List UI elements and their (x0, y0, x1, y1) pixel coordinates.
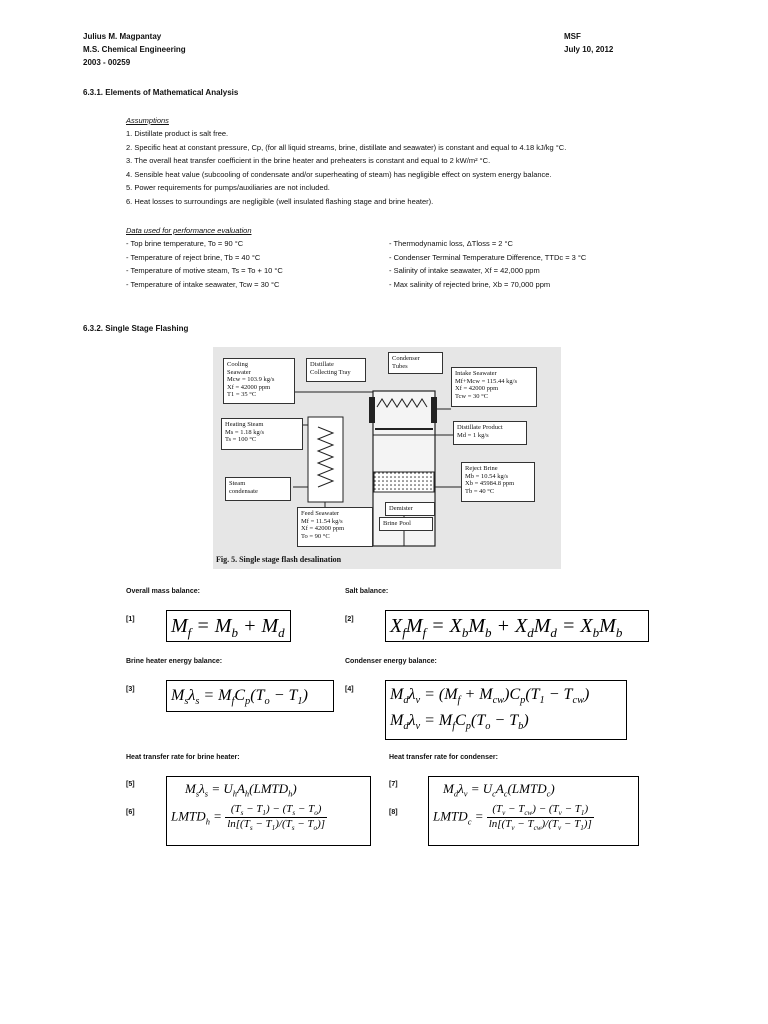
equation-3: $M_s\lambda_s = M_fC_p(T_o - T_1)$ (166, 680, 334, 712)
box-line: To = 90 °C (301, 532, 330, 540)
assumption-item: 1. Distillate product is salt free. (126, 129, 229, 138)
ht-brine-label: Heat transfer rate for brine heater: (126, 754, 240, 761)
assumption-item: 3. The overall heat transfer coefficient in the brine heater and preheaters is constant and equal to 2 kW/m² °C. (126, 156, 491, 166)
equation-2: $X_fM_f = X_bM_b + X_dM_d = X_bM_b$ (385, 610, 649, 642)
author-program: M.S. Chemical Engineering (83, 45, 186, 54)
box-line: Demister (389, 505, 413, 512)
box-line: Seawater (227, 368, 251, 376)
doc-meta (564, 30, 613, 56)
steam-condensate-box (225, 477, 291, 501)
data-item: - Temperature of reject brine, Tb = 40 °C (126, 252, 261, 262)
box-line: condensate (229, 487, 258, 495)
condenser-tubes-box (388, 352, 443, 374)
doc-code: MSF (564, 32, 581, 41)
section-title-1: 6.3.1. Elements of Mathematical Analysis (83, 88, 239, 97)
flash-desalination-diagram (213, 347, 561, 569)
data-item: - Thermodynamic loss, ΔTloss = 2 °C (389, 239, 513, 248)
box-line: T1 = 35 °C (227, 391, 257, 398)
eq-number: [5] (126, 781, 135, 788)
data-item: - Max salinity of rejected brine, Xb = 70,000 ppm (389, 279, 551, 289)
data-item: - Condenser Terminal Temperature Difference, TTDc = 3 °C (389, 252, 587, 262)
data-item: - Temperature of intake seawater, Tcw = 30 °C (126, 279, 280, 289)
assumptions-list (126, 127, 566, 209)
assumption-item: 4. Sensible heat value (subcooling of condensate and/or superheating of steam) has negligible effect on system energy balance. (126, 169, 552, 179)
equation-4: $M_d\lambda_v = (M_f + M_{cw})C_p(T_1 - T_{cw})$ $M_d\lambda_v = M_fC_p(T_o - T_b)$ (385, 680, 627, 740)
author-id: 2003 - 00259 (83, 58, 131, 67)
box-line: Distillate Product (457, 424, 503, 431)
eq-number: [8] (389, 809, 398, 816)
box-line: Md = 1 kg/s (457, 431, 489, 439)
box-line: Reject Brine (465, 465, 498, 472)
box-line: Steam (229, 480, 246, 487)
author-name: Julius M. Magpantay (83, 32, 162, 41)
eq-number: [7] (389, 781, 398, 788)
box-line: Intake Seawater (455, 370, 497, 377)
salt-balance-label: Salt balance: (345, 588, 389, 595)
box-line: Feed Seawater (301, 510, 340, 517)
equation-7-8: $M_d\lambda_v$ = $U_cA_c(LMTD_c)$ $LMTD_c$ = $\frac{(T_v - T_{cw}) - (T_v - T_1)}{\ln[(T_v - T_{cw})/(T_v - T_1)]}$ (428, 776, 639, 846)
eq-number: [2] (345, 616, 354, 623)
box-line: Xf = 42000 ppm (301, 525, 345, 532)
eq-number: [3] (126, 686, 135, 693)
distillate-product-box (453, 421, 527, 445)
box-line: Tcw = 30 °C (455, 392, 489, 400)
box-line: Mf+Mcw = 115.44 kg/s (455, 377, 517, 385)
box-line: Condenser (392, 355, 420, 362)
box-line: Xf = 42000 ppm (455, 385, 499, 392)
section-title-2: 6.3.2. Single Stage Flashing (83, 324, 189, 333)
demister-box (385, 502, 435, 516)
box-line: Mf = 11.54 kg/s (301, 517, 343, 525)
data-left-list (126, 237, 283, 291)
box-line: Collecting Tray (310, 368, 351, 376)
heating-steam-box (221, 418, 303, 450)
condenser-label: Condenser energy balance: (345, 658, 437, 665)
assumption-item: 6. Heat losses to surroundings are negligible (well insulated flashing stage and brine heater). (126, 196, 434, 206)
data-item: - Salinity of intake seawater, Xf = 42,000 ppm (389, 266, 540, 276)
box-line: Xf = 42000 ppm (227, 383, 271, 391)
box-line: Xb = 45984.8 ppm (465, 480, 515, 487)
box-line: Ms = 1.18 kg/s (225, 428, 265, 436)
assumptions-heading: Assumptions (126, 116, 169, 125)
box-line: Mcw = 103.9 kg/s (227, 376, 275, 383)
box-line: Tb = 40 °C (465, 487, 495, 495)
data-right-list (389, 237, 586, 291)
author-block (83, 30, 186, 69)
feed-seawater-box (297, 507, 373, 547)
overall-mass-label: Overall mass balance: (126, 588, 200, 595)
brine-heater-label: Brine heater energy balance: (126, 658, 223, 665)
assumption-item: 5. Power requirements for pumps/auxiliaries are not included. (126, 183, 330, 193)
equation-5-6: $M_s\lambda_s$ = $U_hA_h(LMTD_h)$ $LMTD_h$ = $\frac{(T_s - T_1) - (T_s - T_o)}{\ln[(T_s - T_1)/(T_s - T_o)]}$ (166, 776, 371, 846)
data-heading: Data used for performance evaluation (126, 226, 252, 235)
doc-date: July 10, 2012 (564, 45, 614, 54)
box-line: Cooling (227, 361, 248, 368)
eq-number: [6] (126, 809, 135, 816)
eq-number: [4] (345, 686, 354, 693)
box-line: Brine Pool (383, 520, 411, 527)
box-line: Ts = 100 °C (225, 436, 257, 443)
box-line: Heating Steam (225, 421, 264, 428)
figure-caption: Fig. 5. Single stage flash desalination (216, 555, 342, 564)
brine-pool-box (379, 517, 433, 531)
distillate-tray-box (306, 358, 366, 382)
equation-1: $M_f = M_b + M_d$ (166, 610, 291, 642)
cooling-seawater-box (223, 358, 295, 404)
assumption-item: 2. Specific heat at constant pressure, Cp, (for all liquid streams, brine, distillate and seawater) is constant and equal to 4.18 kJ/kg °C. (126, 142, 567, 152)
box-line: Tubes (392, 362, 408, 370)
ht-condenser-label: Heat transfer rate for condenser: (389, 754, 498, 761)
intake-seawater-box (451, 367, 537, 407)
data-item: - Temperature of motive steam, Ts = To + 10 °C (126, 266, 283, 276)
box-line: Distillate (310, 361, 334, 368)
eq-number: [1] (126, 616, 135, 623)
data-item: - Top brine temperature, To = 90 °C (126, 239, 244, 248)
box-line: Mb = 10.54 kg/s (465, 472, 509, 480)
reject-brine-box (461, 462, 535, 502)
